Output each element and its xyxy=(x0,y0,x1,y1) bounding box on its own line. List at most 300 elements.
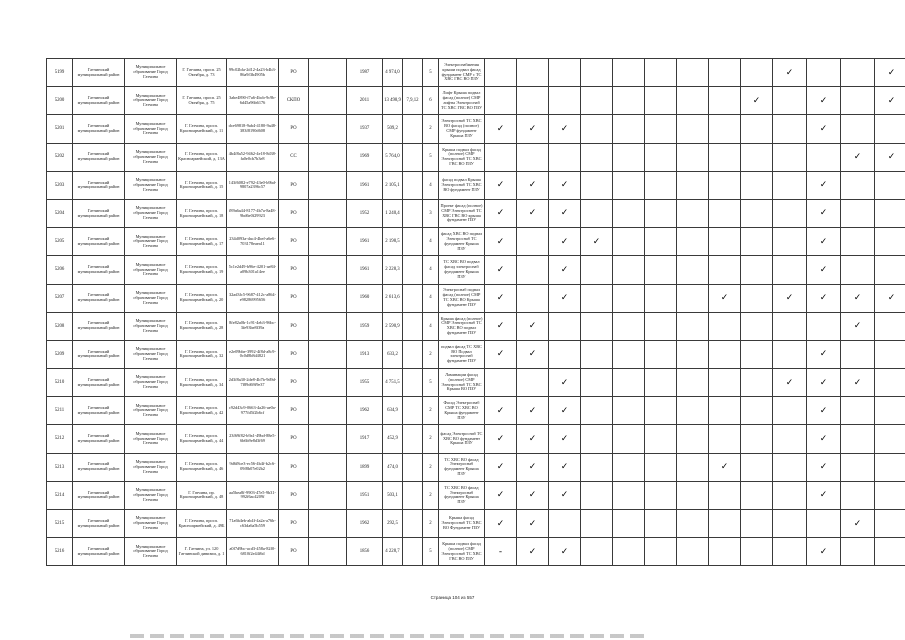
guid-cell: 8fe82a0b-1c91-4eb3-96bc-3fe93be8f39a xyxy=(227,312,279,340)
work-check-cell xyxy=(709,538,741,566)
year-cell: 1952 xyxy=(347,199,383,227)
address-cell: Г. Гатчина, просп. Красноармейский, д. 11 xyxy=(177,115,227,143)
work-check-cell xyxy=(645,143,677,171)
municipality-cell: Муниципальное образование Город Гатчина xyxy=(125,453,177,481)
work-check-cell xyxy=(741,284,773,312)
work-check-cell xyxy=(741,453,773,481)
row-number: 5210 xyxy=(47,369,73,397)
work-check-cell xyxy=(613,143,645,171)
work-check-cell: ✓ xyxy=(807,425,841,453)
work-check-cell xyxy=(807,143,841,171)
work-check-cell: ✓ xyxy=(485,228,517,256)
work-check-cell: ✓ xyxy=(841,510,875,538)
row-number: 5199 xyxy=(47,59,73,87)
year-cell: 1969 xyxy=(347,143,383,171)
works-list-cell: Крыша фасад (полное) СМР Электроснаб ТС ХВС ВО подвал фундамент ПЗУ xyxy=(439,312,485,340)
work-check-cell xyxy=(773,481,807,509)
work-check-cell: ✓ xyxy=(517,510,549,538)
work-check-cell xyxy=(645,228,677,256)
work-check-cell xyxy=(709,199,741,227)
area-cell: 2 228,3 xyxy=(383,256,403,284)
register-sheet xyxy=(46,58,901,566)
work-check-cell: ✓ xyxy=(485,256,517,284)
work-check-cell xyxy=(841,171,875,199)
municipality-cell: Муниципальное образование Город Гатчина xyxy=(125,397,177,425)
area-cell: 4 751,5 xyxy=(383,369,403,397)
work-check-cell xyxy=(841,87,875,115)
management-form-cell: СС xyxy=(279,143,309,171)
work-check-cell: ✓ xyxy=(549,397,581,425)
municipality-cell: Муниципальное образование Город Гатчина xyxy=(125,143,177,171)
works-list-cell: фасад подвал Крыша Электроснаб ТС ХВС ВО фундамент ПЗУ xyxy=(439,171,485,199)
table-row xyxy=(47,481,905,509)
work-check-cell xyxy=(741,171,773,199)
works-list-cell: Ламинации фасад (полное) СМР Электроснаб ТС ХВС Крыша ВО ПЗУ xyxy=(439,369,485,397)
work-check-cell xyxy=(549,510,581,538)
work-check-cell xyxy=(549,59,581,87)
work-check-cell xyxy=(773,199,807,227)
work-check-cell xyxy=(677,453,709,481)
row-number: 5212 xyxy=(47,425,73,453)
management-form-cell: РО xyxy=(279,171,309,199)
work-check-cell xyxy=(709,59,741,87)
works-list-cell: Электроснаб подвал фасад (полное) СМР ТС ХВС ВО Крыша фундамент ПЗУ xyxy=(439,284,485,312)
work-check-cell xyxy=(677,397,709,425)
work-check-cell xyxy=(709,481,741,509)
table-row xyxy=(47,59,905,87)
work-check-cell xyxy=(485,143,517,171)
work-check-cell xyxy=(677,171,709,199)
work-check-cell xyxy=(841,256,875,284)
work-check-cell xyxy=(581,425,613,453)
work-check-cell xyxy=(677,256,709,284)
work-check-cell xyxy=(741,228,773,256)
row-number: 5213 xyxy=(47,453,73,481)
work-check-cell xyxy=(645,312,677,340)
management-form-cell: РО xyxy=(279,425,309,453)
work-check-cell xyxy=(581,397,613,425)
work-check-cell: ✓ xyxy=(875,284,905,312)
area-cell: 4 228,7 xyxy=(383,538,403,566)
work-check-cell xyxy=(709,397,741,425)
year-cell: 1961 xyxy=(347,256,383,284)
works-list-cell: Крыша подвал фасад (полное) СМР Электроснаб ТС ХВС ГВС ВО ПЗУ xyxy=(439,538,485,566)
address-cell: Г. Гатчина, просп. Красноармейский, д. 49Б xyxy=(177,510,227,538)
work-check-cell: ✓ xyxy=(875,87,905,115)
work-check-cell xyxy=(741,143,773,171)
work-check-cell xyxy=(613,369,645,397)
works-list-cell: подвал фасад ТС ХВС ВО Подвал электроснаб фундамент ПЗУ xyxy=(439,340,485,368)
management-form-cell: РО xyxy=(279,481,309,509)
works-list-cell: Фасад Электроснаб СМР ТС ХВС ВО Крыша фундамент ПЗУ xyxy=(439,397,485,425)
address-cell: Г. Гатчина, просп. Красноармейский, д. 44 xyxy=(177,425,227,453)
municipality-cell: Муниципальное образование Город Гатчина xyxy=(125,256,177,284)
table-row xyxy=(47,510,905,538)
work-check-cell: ✓ xyxy=(485,453,517,481)
work-check-cell xyxy=(841,397,875,425)
lift-stops-cell xyxy=(403,199,423,227)
work-check-cell: ✓ xyxy=(549,284,581,312)
blank-cell xyxy=(309,143,347,171)
work-check-cell xyxy=(677,510,709,538)
work-check-cell: ✓ xyxy=(549,369,581,397)
work-check-cell xyxy=(549,87,581,115)
work-check-cell: ✓ xyxy=(841,369,875,397)
area-cell: 13 498,9 xyxy=(383,87,403,115)
work-check-cell xyxy=(613,510,645,538)
area-cell: 5 764,0 xyxy=(383,143,403,171)
row-number: 5208 xyxy=(47,312,73,340)
table-row xyxy=(47,538,905,566)
work-check-cell xyxy=(677,59,709,87)
work-check-cell xyxy=(613,228,645,256)
management-form-cell: РО xyxy=(279,284,309,312)
work-check-cell xyxy=(709,115,741,143)
work-check-cell xyxy=(709,369,741,397)
work-check-cell xyxy=(613,199,645,227)
work-check-cell xyxy=(773,87,807,115)
work-check-cell: ✓ xyxy=(549,115,581,143)
work-check-cell xyxy=(645,481,677,509)
municipality-cell: Муниципальное образование Город Гатчина xyxy=(125,510,177,538)
row-number: 5215 xyxy=(47,510,73,538)
work-check-cell xyxy=(581,312,613,340)
floors-cell: 5 xyxy=(423,369,439,397)
management-form-cell: РО xyxy=(279,256,309,284)
work-check-cell xyxy=(773,143,807,171)
floors-cell: 2 xyxy=(423,425,439,453)
work-check-cell xyxy=(875,425,905,453)
area-cell: 2 613,6 xyxy=(383,284,403,312)
work-check-cell xyxy=(773,538,807,566)
work-check-cell: ✓ xyxy=(549,199,581,227)
address-cell: Г. Гатчина, просп. Красноармейский, д. 17 xyxy=(177,228,227,256)
work-check-cell xyxy=(773,312,807,340)
work-check-cell xyxy=(875,228,905,256)
work-check-cell: ✓ xyxy=(485,510,517,538)
lift-stops-cell: 7,9,12 xyxy=(403,87,423,115)
work-check-cell: ✓ xyxy=(807,453,841,481)
work-check-cell xyxy=(709,510,741,538)
work-check-cell xyxy=(613,284,645,312)
address-cell: Г. Гатчина, просп. Красноармейский, д. 15 xyxy=(177,171,227,199)
lift-stops-cell xyxy=(403,453,423,481)
work-check-cell xyxy=(677,87,709,115)
work-check-cell xyxy=(773,171,807,199)
work-check-cell xyxy=(581,171,613,199)
area-cell: 2 590,9 xyxy=(383,312,403,340)
row-number: 5200 xyxy=(47,87,73,115)
work-check-cell: ✓ xyxy=(549,228,581,256)
guid-cell: f89a6a44-8177-4b7a-8a48-9bd6e0f29923 xyxy=(227,199,279,227)
table-row xyxy=(47,256,905,284)
work-check-cell xyxy=(613,481,645,509)
management-form-cell: РО xyxy=(279,59,309,87)
area-cell: 2 198,5 xyxy=(383,228,403,256)
address-cell: Г. Гатчина, просп. 25 Октября, д. 75 xyxy=(177,87,227,115)
work-check-cell xyxy=(677,228,709,256)
table-row xyxy=(47,425,905,453)
work-check-cell: ✓ xyxy=(485,284,517,312)
work-check-cell: ✓ xyxy=(741,87,773,115)
work-check-cell xyxy=(581,256,613,284)
work-check-cell: ✓ xyxy=(549,538,581,566)
floors-cell: 2 xyxy=(423,115,439,143)
work-check-cell: ✓ xyxy=(773,284,807,312)
work-check-cell: ✓ xyxy=(807,199,841,227)
year-cell: 1951 xyxy=(347,481,383,509)
work-check-cell xyxy=(645,256,677,284)
address-cell: Г. Гатчина, просп. Красноармейский, д. 46 xyxy=(177,453,227,481)
work-check-cell xyxy=(807,510,841,538)
work-check-cell xyxy=(517,256,549,284)
area-cell: 452,9 xyxy=(383,425,403,453)
work-check-cell xyxy=(613,538,645,566)
row-number: 5206 xyxy=(47,256,73,284)
work-check-cell xyxy=(741,369,773,397)
work-check-cell: ✓ xyxy=(485,397,517,425)
work-check-cell xyxy=(875,510,905,538)
address-cell: Г. Гатчина, просп. Красноармейский, д. 13А xyxy=(177,143,227,171)
work-check-cell xyxy=(841,481,875,509)
guid-cell: 3abe4890-f7a6-4bcb-9c9b-6d45a96b6176 xyxy=(227,87,279,115)
work-check-cell xyxy=(677,143,709,171)
work-check-cell xyxy=(741,115,773,143)
work-check-cell xyxy=(875,199,905,227)
work-check-cell xyxy=(581,510,613,538)
blank-cell xyxy=(309,171,347,199)
blank-cell xyxy=(309,538,347,566)
work-check-cell xyxy=(875,397,905,425)
guid-cell: c92d43c9-0663-4a26-ae0a-977fd5f2b6cf xyxy=(227,397,279,425)
work-check-cell: ✓ xyxy=(517,481,549,509)
address-cell: Г. Гатчина, просп. 25 Октября, д. 73 xyxy=(177,59,227,87)
district-cell: Гатчинский муниципальный район xyxy=(73,425,125,453)
blank-cell xyxy=(309,397,347,425)
table-row xyxy=(47,171,905,199)
work-check-cell xyxy=(677,481,709,509)
blank-cell xyxy=(309,228,347,256)
work-check-cell xyxy=(485,369,517,397)
blank-cell xyxy=(309,481,347,509)
work-check-cell xyxy=(581,143,613,171)
work-check-cell xyxy=(741,340,773,368)
floors-cell: 4 xyxy=(423,312,439,340)
work-check-cell xyxy=(677,369,709,397)
work-check-cell xyxy=(645,340,677,368)
floors-cell: 2 xyxy=(423,453,439,481)
district-cell: Гатчинский муниципальный район xyxy=(73,143,125,171)
year-cell: 1960 xyxy=(347,284,383,312)
work-check-cell xyxy=(613,425,645,453)
work-check-cell xyxy=(677,538,709,566)
work-check-cell xyxy=(875,312,905,340)
work-check-cell xyxy=(581,481,613,509)
area-cell: 292,5 xyxy=(383,510,403,538)
blank-cell xyxy=(309,425,347,453)
management-form-cell: РО xyxy=(279,510,309,538)
work-check-cell: ✓ xyxy=(807,171,841,199)
lift-stops-cell xyxy=(403,284,423,312)
floors-cell: 5 xyxy=(423,538,439,566)
district-cell: Гатчинский муниципальный район xyxy=(73,510,125,538)
municipality-cell: Муниципальное образование Город Гатчина xyxy=(125,115,177,143)
guid-cell: aa5bea8f-9903-47e5-9b31-992f6ac4209f xyxy=(227,481,279,509)
year-cell: 1937 xyxy=(347,115,383,143)
work-check-cell xyxy=(517,284,549,312)
work-check-cell: ✓ xyxy=(807,340,841,368)
row-number: 5216 xyxy=(47,538,73,566)
area-cell: 503,1 xyxy=(383,481,403,509)
work-check-cell xyxy=(581,284,613,312)
work-check-cell xyxy=(741,510,773,538)
area-cell: 634,9 xyxy=(383,397,403,425)
lift-stops-cell xyxy=(403,510,423,538)
work-check-cell xyxy=(613,397,645,425)
municipality-cell: Муниципальное образование Город Гатчина xyxy=(125,369,177,397)
work-check-cell xyxy=(841,59,875,87)
municipality-cell: Муниципальное образование Город Гатчина xyxy=(125,538,177,566)
work-check-cell xyxy=(875,340,905,368)
work-check-cell xyxy=(613,312,645,340)
work-check-cell xyxy=(741,256,773,284)
work-check-cell xyxy=(677,115,709,143)
work-check-cell: ✓ xyxy=(773,59,807,87)
work-check-cell xyxy=(613,171,645,199)
municipality-cell: Муниципальное образование Город Гатчина xyxy=(125,284,177,312)
table-row xyxy=(47,87,905,115)
work-check-cell: ✓ xyxy=(807,369,841,397)
table-row xyxy=(47,143,905,171)
row-number: 5207 xyxy=(47,284,73,312)
work-check-cell: ✓ xyxy=(517,199,549,227)
year-cell: 1913 xyxy=(347,340,383,368)
work-check-cell: ✓ xyxy=(807,87,841,115)
blank-cell xyxy=(309,199,347,227)
work-check-cell: ✓ xyxy=(485,425,517,453)
work-check-cell: ✓ xyxy=(517,538,549,566)
works-list-cell: фасад ХВС ВО подвал Электроснаб ТС фундамент Крыша ПЗУ xyxy=(439,228,485,256)
row-number: 5202 xyxy=(47,143,73,171)
address-cell: Г. Гатчина, просп. Красноармейский, д. 34 xyxy=(177,369,227,397)
work-check-cell xyxy=(841,340,875,368)
work-check-cell xyxy=(741,397,773,425)
work-check-cell xyxy=(773,115,807,143)
lift-stops-cell xyxy=(403,425,423,453)
work-check-cell: ✓ xyxy=(807,228,841,256)
address-cell: Г. Гатчина, просп. Красноармейский, д. 19 xyxy=(177,256,227,284)
work-check-cell xyxy=(741,312,773,340)
district-cell: Гатчинский муниципальный район xyxy=(73,312,125,340)
year-cell: 1959 xyxy=(347,312,383,340)
work-check-cell xyxy=(841,425,875,453)
work-check-cell: ✓ xyxy=(549,171,581,199)
work-check-cell xyxy=(841,538,875,566)
work-check-cell xyxy=(549,143,581,171)
work-check-cell xyxy=(773,425,807,453)
floors-cell: 4 xyxy=(423,284,439,312)
district-cell: Гатчинский муниципальный район xyxy=(73,453,125,481)
work-check-cell xyxy=(645,284,677,312)
area-cell: 474,0 xyxy=(383,453,403,481)
work-check-cell xyxy=(773,228,807,256)
work-check-cell xyxy=(613,115,645,143)
municipality-cell: Муниципальное образование Город Гатчина xyxy=(125,87,177,115)
works-list-cell: Электроснаб ТС ХВС ВО фасад (полное) СМР фундамент Крыша ПЗУ xyxy=(439,115,485,143)
work-check-cell: ✓ xyxy=(841,143,875,171)
work-check-cell xyxy=(677,340,709,368)
table-row xyxy=(47,199,905,227)
work-check-cell xyxy=(875,115,905,143)
work-check-cell xyxy=(581,340,613,368)
row-number: 5209 xyxy=(47,340,73,368)
lift-stops-cell xyxy=(403,256,423,284)
blank-cell xyxy=(309,284,347,312)
year-cell: 2011 xyxy=(347,87,383,115)
work-check-cell xyxy=(875,453,905,481)
district-cell: Гатчинский муниципальный район xyxy=(73,171,125,199)
lift-stops-cell xyxy=(403,228,423,256)
area-cell: 633,2 xyxy=(383,340,403,368)
blank-cell xyxy=(309,369,347,397)
work-check-cell: ✓ xyxy=(517,171,549,199)
work-check-cell xyxy=(645,115,677,143)
year-cell: 1961 xyxy=(347,171,383,199)
work-check-cell: ✓ xyxy=(875,143,905,171)
works-list-cell: Проект фасад (полное) СМР Электроснаб ТС ХВС ГВС ВО крыша фундамент ПЗУ xyxy=(439,199,485,227)
floors-cell: 5 xyxy=(423,59,439,87)
work-check-cell xyxy=(645,425,677,453)
work-check-cell: ✓ xyxy=(485,115,517,143)
blank-cell xyxy=(309,510,347,538)
work-check-cell: ✓ xyxy=(517,397,549,425)
work-check-cell xyxy=(773,256,807,284)
year-cell: 1961 xyxy=(347,228,383,256)
floors-cell: 2 xyxy=(423,510,439,538)
work-check-cell xyxy=(773,453,807,481)
guid-cell: dce69818-9ab4-4180-9a48-383f8190d608 xyxy=(227,115,279,143)
municipality-cell: Муниципальное образование Город Гатчина xyxy=(125,481,177,509)
table-row xyxy=(47,312,905,340)
work-check-cell xyxy=(709,228,741,256)
work-check-cell: ✓ xyxy=(485,481,517,509)
works-list-cell: ТС ХВС ВО фасад Электроснаб фундамент Крыша ПЗУ xyxy=(439,453,485,481)
blank-cell xyxy=(309,453,347,481)
area-cell: 1 240,4 xyxy=(383,199,403,227)
guid-cell: 32ad3fc5-9687-412c-a864-e98286995656 xyxy=(227,284,279,312)
address-cell: Г. Гатчина, ул. 120 Гатчинской дивизии, д. 1 xyxy=(177,538,227,566)
district-cell: Гатчинский муниципальный район xyxy=(73,340,125,368)
district-cell: Гатчинский муниципальный район xyxy=(73,256,125,284)
work-check-cell xyxy=(581,199,613,227)
works-list-cell: ТС ХВС ВО фасад Электроснаб фундамент Крыша ПЗУ xyxy=(439,481,485,509)
work-check-cell: ✓ xyxy=(807,481,841,509)
work-check-cell: ✓ xyxy=(517,340,549,368)
lift-stops-cell xyxy=(403,143,423,171)
work-check-cell xyxy=(875,538,905,566)
year-cell: 1856 xyxy=(347,538,383,566)
year-cell: 1917 xyxy=(347,425,383,453)
work-check-cell xyxy=(677,312,709,340)
work-check-cell xyxy=(841,228,875,256)
work-check-cell: ✓ xyxy=(549,425,581,453)
work-check-cell xyxy=(645,453,677,481)
district-cell: Гатчинский муниципальный район xyxy=(73,284,125,312)
work-check-cell xyxy=(645,87,677,115)
works-list-cell: фасад Электроснаб ТС ХВС ВО фундамент Крыша ПЗУ xyxy=(439,425,485,453)
municipality-cell: Муниципальное образование Город Гатчина xyxy=(125,312,177,340)
work-check-cell xyxy=(807,312,841,340)
